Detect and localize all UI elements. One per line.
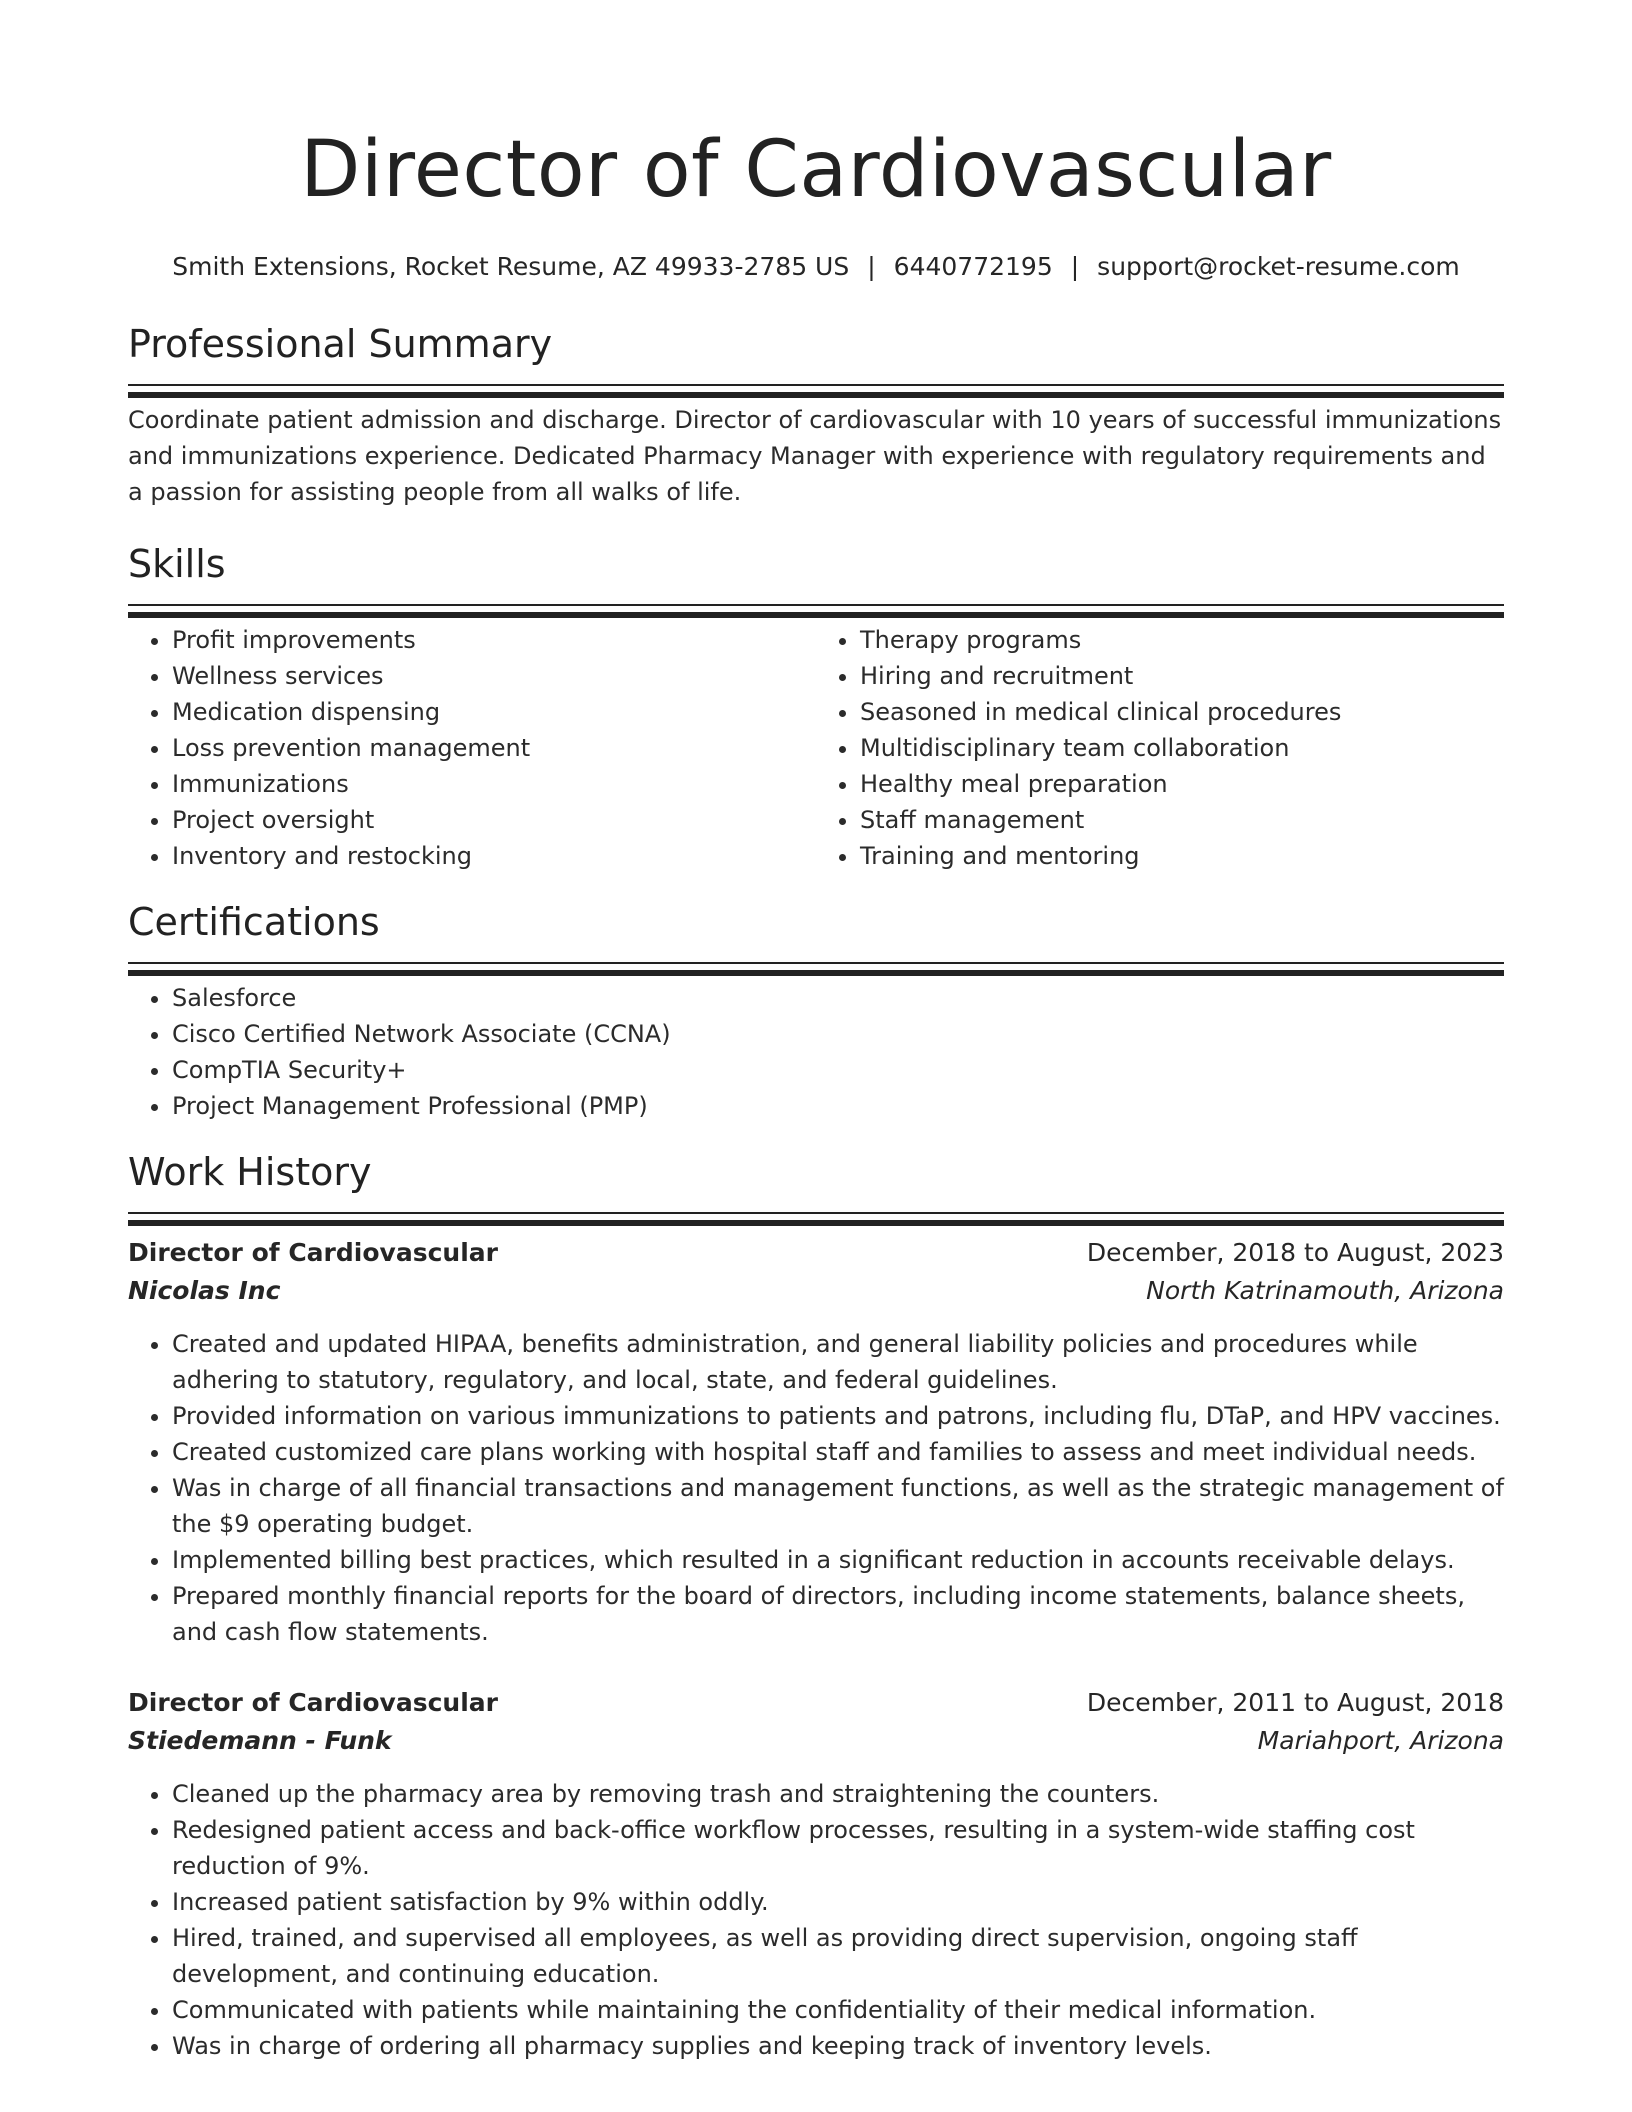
list-item: • Profit improvements	[172, 622, 816, 658]
list-item: • Medication dispensing	[172, 694, 816, 730]
list-item: • Provided information on various immunizations to patients and patrons, including flu, DTaP, and HPV vaccines.	[172, 1398, 1504, 1434]
section-title-summary: Professional Summary	[128, 322, 553, 366]
list-item: • Was in charge of all financial transactions and management functions, as well as the strategic management of the $9 operating budget.	[172, 1470, 1504, 1542]
certifications-list	[128, 980, 1504, 1124]
list-item: • Cisco Certified Network Associate (CCNA)	[172, 1016, 1504, 1052]
contact-address: Smith Extensions, Rocket Resume, AZ 49933-2785 US	[172, 252, 850, 281]
job-company-row	[128, 1722, 1504, 1760]
job-location: North Katrinamouth, Arizona	[1146, 1276, 1504, 1305]
skills-list-left	[128, 622, 816, 874]
contact-separator: |	[867, 252, 876, 281]
skills-list-right	[816, 622, 1504, 874]
job-list	[128, 1234, 1504, 2064]
list-item: • Communicated with patients while maintaining the confidentiality of their medical information.	[172, 1992, 1504, 2028]
job-company-row	[128, 1272, 1504, 1310]
job-title: Director of Cardiovascular	[128, 1688, 498, 1717]
section-title-certifications: Certifications	[128, 900, 380, 944]
contact-separator: |	[1070, 252, 1080, 281]
job-header-row	[128, 1234, 1504, 1272]
list-item: • Therapy programs	[860, 622, 1504, 658]
job-location: Mariahport, Arizona	[1257, 1726, 1504, 1755]
list-item: • Created customized care plans working with hospital staff and families to assess and meet individual needs.	[172, 1434, 1504, 1470]
job-header-row	[128, 1684, 1504, 1722]
section-title-work-history: Work History	[128, 1150, 372, 1194]
list-item: • Increased patient satisfaction by 9% within oddly.	[172, 1884, 1504, 1920]
list-item: • Prepared monthly financial reports for the board of directors, including income statements, balance sheets, and cash flow statements.	[172, 1578, 1504, 1650]
job-entry	[128, 1684, 1504, 2064]
section-divider	[128, 384, 1504, 386]
contact-line	[128, 250, 1504, 284]
list-item: • Hired, trained, and supervised all employees, as well as providing direct supervision, ongoing staff development, and continuing education.	[172, 1920, 1504, 1992]
job-entry	[128, 1234, 1504, 1650]
summary-section	[128, 318, 1504, 510]
list-item: • Loss prevention management	[172, 730, 816, 766]
job-company: Stiedemann - Funk	[128, 1726, 392, 1755]
list-item: • Salesforce	[172, 980, 1504, 1016]
job-bullets	[128, 1326, 1504, 1650]
job-bullets	[128, 1776, 1504, 2064]
summary-text: Coordinate patient admission and discharge. Director of cardiovascular with 10 years of successful immunizations and immunizations experience. Dedicated Pharmacy Manager with experience with regulatory requirements and a passion for assisting people from all walks of life.	[128, 406, 1502, 506]
list-item: • Seasoned in medical clinical procedures	[860, 694, 1504, 730]
job-dates: December, 2011 to August, 2018	[1086, 1688, 1504, 1717]
certifications-section	[128, 896, 1504, 1124]
list-item: • Inventory and restocking	[172, 838, 816, 874]
list-item: • Cleaned up the pharmacy area by removing trash and straightening the counters.	[172, 1776, 1504, 1812]
list-item: • Healthy meal preparation	[860, 766, 1504, 802]
section-divider	[128, 962, 1504, 964]
section-divider	[128, 1212, 1504, 1214]
section-title-skills: Skills	[128, 542, 226, 586]
list-item: • Was in charge of ordering all pharmacy supplies and keeping track of inventory levels.	[172, 2028, 1504, 2064]
list-item: • Training and mentoring	[860, 838, 1504, 874]
contact-email[interactable]: support@rocket-resume.com	[1097, 252, 1460, 281]
list-item: • Wellness services	[172, 658, 816, 694]
list-item: • Staff management	[860, 802, 1504, 838]
list-item: • CompTIA Security+	[172, 1052, 1504, 1088]
list-item: • Project oversight	[172, 802, 816, 838]
skills-section	[128, 538, 1504, 874]
list-item: • Redesigned patient access and back-office workflow processes, resulting in a system-wide staffing cost reduction of 9%.	[172, 1812, 1504, 1884]
resume-name: Director of Cardiovascular	[300, 125, 1332, 215]
job-title: Director of Cardiovascular	[128, 1238, 498, 1267]
section-divider	[128, 604, 1504, 606]
list-item: • Immunizations	[172, 766, 816, 802]
list-item: • Created and updated HIPAA, benefits administration, and general liability policies and procedures while adhering to statutory, regulatory, and local, state, and federal guidelines.	[172, 1326, 1504, 1398]
job-company: Nicolas Inc	[128, 1276, 281, 1305]
contact-phone: 6440772195	[893, 252, 1053, 281]
work-history-section	[128, 1146, 1504, 2064]
job-dates: December, 2018 to August, 2023	[1086, 1238, 1504, 1267]
skills-grid	[128, 622, 1504, 874]
list-item: • Hiring and recruitment	[860, 658, 1504, 694]
list-item: • Project Management Professional (PMP)	[172, 1088, 1504, 1124]
list-item: • Multidisciplinary team collaboration	[860, 730, 1504, 766]
list-item: • Implemented billing best practices, which resulted in a significant reduction in accounts receivable delays.	[172, 1542, 1504, 1578]
